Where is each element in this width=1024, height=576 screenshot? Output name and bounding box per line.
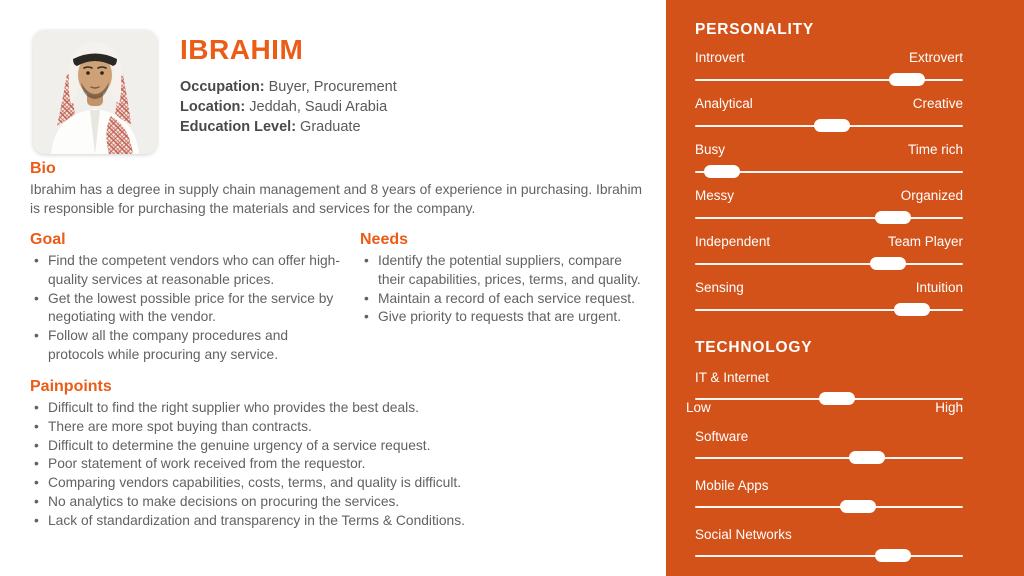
slider-row-mobile-apps xyxy=(695,478,963,513)
painpoints-list xyxy=(30,399,645,530)
slider-track[interactable] xyxy=(695,211,963,224)
slider-row-independent-teamplayer xyxy=(695,234,963,270)
technology-sliders xyxy=(686,370,963,562)
list-item: • Comparing vendors capabilities, costs, terms, and quality is difficult. xyxy=(30,474,645,493)
painpoints-section xyxy=(30,378,645,530)
slider-handle[interactable] xyxy=(889,73,925,86)
slider-track[interactable] xyxy=(695,500,963,513)
slider-row-software xyxy=(695,429,963,464)
list-item: • Difficult to determine the genuine urgency of a service request. xyxy=(30,437,645,456)
technology-section xyxy=(686,339,963,576)
education-label: Education Level: xyxy=(180,119,297,135)
slider-right-label: Intuition xyxy=(915,280,963,295)
list-item: • Poor statement of work received from the requestor. xyxy=(30,455,645,474)
slider-right-label: Extrovert xyxy=(908,50,963,65)
slider-row-social-networks xyxy=(695,527,963,562)
goal-list xyxy=(30,252,342,365)
slider-right-label: Time rich xyxy=(907,142,963,157)
slider-track[interactable] xyxy=(695,165,963,178)
slider-track[interactable] xyxy=(695,451,963,464)
location-value: Jeddah, Saudi Arabia xyxy=(245,99,388,115)
bio-heading: Bio xyxy=(30,160,56,177)
slider-left-label: Sensing xyxy=(695,280,744,295)
slider-handle[interactable] xyxy=(840,500,876,513)
scale-high-label: High xyxy=(935,400,963,415)
goal-heading: Goal xyxy=(30,231,66,248)
slider-track[interactable] xyxy=(695,392,963,405)
list-item: • There are more spot buying than contracts. xyxy=(30,418,645,437)
slider-label: Social Networks xyxy=(695,527,792,542)
slider-row-busy-timerich xyxy=(695,142,963,178)
slider-handle[interactable] xyxy=(704,165,740,178)
slider-row-messy-organized xyxy=(695,188,963,224)
education-value: Graduate xyxy=(296,119,361,135)
location-label: Location: xyxy=(180,99,246,115)
slider-left-label: Analytical xyxy=(695,96,753,111)
painpoints-heading: Painpoints xyxy=(30,378,112,395)
slider-track[interactable] xyxy=(695,303,963,316)
slider-left-label: Messy xyxy=(695,188,735,203)
slider-label: IT & Internet xyxy=(695,370,770,385)
personality-sliders xyxy=(695,50,963,316)
slider-row-sensing-intuition xyxy=(695,280,963,316)
slider-handle[interactable] xyxy=(814,119,850,132)
bio-section xyxy=(30,160,645,219)
list-item: • Lack of standardization and transparency in the Terms & Conditions. xyxy=(30,512,645,531)
slider-track[interactable] xyxy=(695,257,963,270)
list-item: • Difficult to find the right supplier who provides the best deals. xyxy=(30,399,645,418)
slider-right-label: Creative xyxy=(912,96,963,111)
list-item: • Follow all the company procedures and protocols while procuring any service. xyxy=(30,327,342,365)
occupation-row xyxy=(180,77,397,97)
needs-section xyxy=(360,231,652,327)
list-item: • Get the lowest possible price for the service by negotiating with the vendor. xyxy=(30,290,342,328)
persona-name: IBRAHIM xyxy=(180,34,304,65)
traits-panel xyxy=(666,0,1024,576)
slider-row-introvert-extrovert xyxy=(695,50,963,86)
goal-section xyxy=(30,231,342,365)
bio-text: Ibrahim has a degree in supply chain management and 8 years of experience in purchasing. Ibrahim is responsible for purchasing the materials and services for the company. xyxy=(30,182,643,216)
list-item: • Give priority to requests that are urgent. xyxy=(360,308,652,327)
occupation-value: Buyer, Procurement xyxy=(264,79,397,95)
persona-header xyxy=(180,34,397,137)
occupation-label: Occupation: xyxy=(180,79,265,95)
slider-handle[interactable] xyxy=(894,303,930,316)
technology-heading: TECHNOLOGY xyxy=(695,339,813,356)
slider-label: Mobile Apps xyxy=(695,478,769,493)
slider-track[interactable] xyxy=(695,549,963,562)
persona-fields xyxy=(180,77,397,137)
slider-label: Software xyxy=(695,429,749,444)
slider-row-analytical-creative xyxy=(695,96,963,132)
slider-track[interactable] xyxy=(695,119,963,132)
slider-handle[interactable] xyxy=(849,451,885,464)
slider-left-label: Introvert xyxy=(695,50,745,65)
personality-section xyxy=(695,21,963,326)
slider-row-it-internet xyxy=(686,370,963,417)
slider-left-label: Busy xyxy=(695,142,726,157)
persona-photo xyxy=(33,30,157,154)
list-item: • No analytics to make decisions on procuring the services. xyxy=(30,493,645,512)
personality-heading: PERSONALITY xyxy=(695,21,815,38)
education-row xyxy=(180,117,397,137)
slider-right-label: Team Player xyxy=(887,234,963,249)
slider-handle[interactable] xyxy=(875,549,911,562)
list-item: • Find the competent vendors who can offer high-quality services at reasonable prices. xyxy=(30,252,342,290)
slider-right-label: Organized xyxy=(900,188,963,203)
ibrahim-portrait-illustration xyxy=(33,30,157,154)
list-item: • Identify the potential suppliers, compare their capabilities, prices, terms, and quality. xyxy=(360,252,652,290)
slider-left-label: Independent xyxy=(695,234,771,249)
slider-handle[interactable] xyxy=(819,392,855,405)
needs-heading: Needs xyxy=(360,231,409,248)
scale-low-label: Low xyxy=(686,400,711,415)
location-row xyxy=(180,97,397,117)
slider-track[interactable] xyxy=(695,73,963,86)
slider-handle[interactable] xyxy=(870,257,906,270)
list-item: • Maintain a record of each service request. xyxy=(360,290,652,309)
needs-list xyxy=(360,252,652,327)
slider-handle[interactable] xyxy=(875,211,911,224)
